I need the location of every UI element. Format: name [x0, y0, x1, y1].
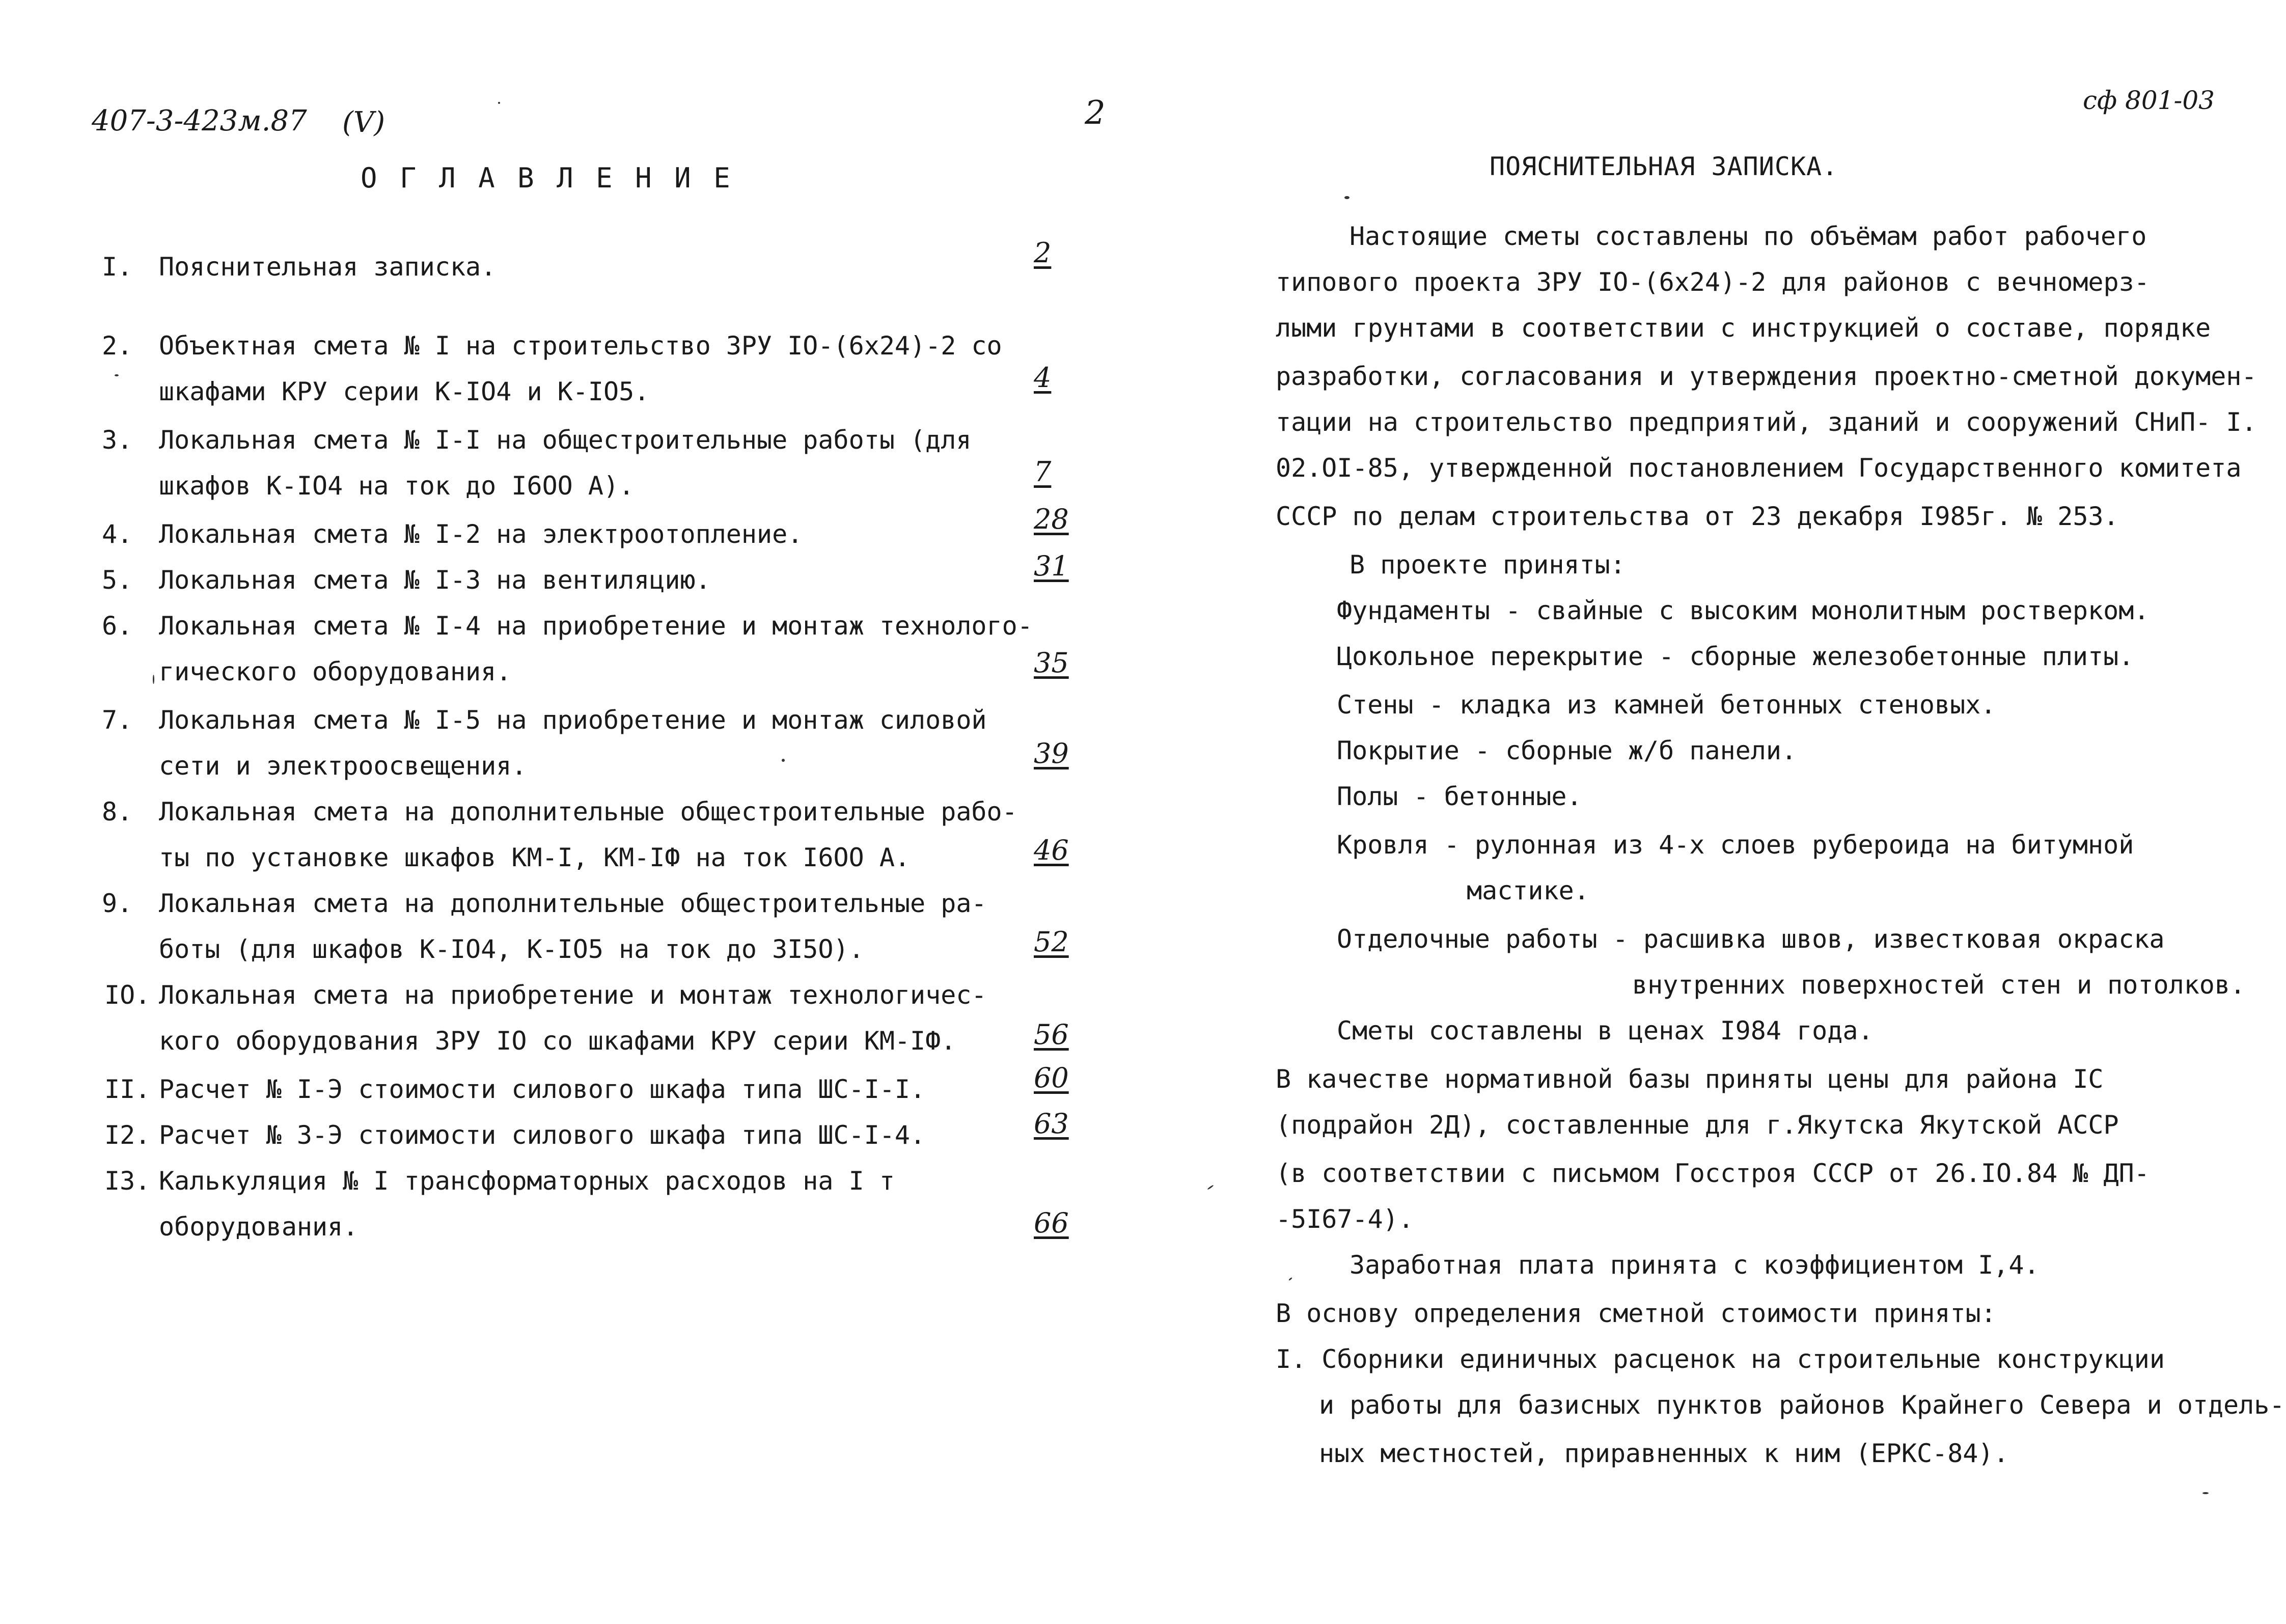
toc-entry-page: 46	[1034, 834, 1069, 866]
doc-code: 407-3-423м.87	[92, 104, 307, 137]
note-line: мастике.	[1467, 876, 1589, 905]
note-line: и работы для базисных пунктов районов Крайнего Севера и отдель-	[1319, 1390, 2285, 1420]
doc-mark: (V)	[342, 106, 385, 139]
toc-entry-title-line: оборудования.	[159, 1212, 359, 1242]
toc-entry-title-line: гического оборудования.	[159, 657, 512, 686]
toc-entry-title-line: Локальная смета на дополнительные общестроительные рабо-	[159, 797, 1017, 827]
note-line: В качестве нормативной базы приняты цены для района IС	[1276, 1064, 2104, 1094]
scan-speck	[115, 374, 119, 376]
note-line: (в соответствии с письмом Госстроя СССР от 26.IO.84 № ДП-	[1276, 1159, 2150, 1188]
note-line: Отделочные работы - расшивка швов, известковая окраска	[1337, 924, 2165, 954]
note-line: Полы - бетонные.	[1337, 782, 1582, 811]
toc-entry-title-line: Локальная смета № I-2 на электроотопление.	[159, 519, 803, 549]
toc-entry-title-line: Локальная смета № I-3 на вентиляцию.	[159, 565, 711, 595]
toc-entry-page: 31	[1034, 550, 1069, 582]
toc-entry-number: 5.	[102, 565, 133, 595]
toc-entry-number: 9.	[102, 889, 133, 918]
toc-entry-title-line: кого оборудования ЗРУ IO со шкафами КРУ серии КМ-IФ.	[159, 1026, 956, 1056]
note-line: -5I67-4).	[1276, 1204, 1414, 1234]
toc-entry-title-line: боты (для шкафов К-IO4, К-IO5 на ток до 3I5O).	[159, 934, 864, 964]
toc-entry-title-line: Расчет № 3-Э стоимости силового шкафа типа ШС-I-4.	[159, 1120, 926, 1150]
toc-entry-number: I3.	[104, 1166, 151, 1196]
scan-speck	[1207, 1185, 1214, 1190]
toc-entry-page: 60	[1034, 1062, 1069, 1094]
toc-entry-number: I2.	[104, 1120, 151, 1150]
scan-speck	[498, 102, 500, 104]
toc-entry-title-line: Объектная смета № I на строительство ЗРУ IO-(6х24)-2 со	[159, 331, 1002, 361]
note-line: Заработная плата принята с коэффициентом I,4.	[1349, 1250, 2040, 1280]
scan-speck	[1344, 196, 1349, 199]
toc-entry-title-line: шкафами КРУ серии К-IO4 и К-IO5.	[159, 377, 650, 406]
note-line: типового проекта ЗРУ IO-(6х24)-2 для районов с вечномерз-	[1276, 267, 2150, 297]
note-line: разработки, согласования и утверждения проектно-сметной докумен-	[1276, 362, 2257, 391]
toc-entry-page: 56	[1034, 1019, 1069, 1051]
toc-entry-page: 2	[1034, 237, 1052, 269]
toc-entry-page: 52	[1034, 926, 1069, 958]
toc-entry-page: 28	[1034, 503, 1069, 535]
toc-entry-title-line: Локальная смета на приобретение и монтаж технологичес-	[159, 980, 987, 1010]
toc-entry-number: 6.	[102, 611, 133, 641]
toc-entry-page: 7	[1034, 456, 1052, 488]
note-line: Сметы составлены в ценах I984 года.	[1337, 1016, 1874, 1045]
note-line: I. Сборники единичных расценок на строительные конструкции	[1276, 1344, 2165, 1374]
toc-entry-number: 4.	[102, 519, 133, 549]
scan-speck	[782, 759, 785, 762]
toc-entry-number: 7.	[102, 705, 133, 735]
toc-entry-number: IO.	[104, 980, 151, 1010]
note-line: 02.OI-85, утвержденной постановлением Государственного комитета	[1276, 453, 2242, 483]
scan-speck	[1288, 1277, 1292, 1281]
toc-entry-title-line: Локальная смета № I-4 на приобретение и монтаж технолого-	[159, 611, 1033, 641]
scan-speck	[2202, 1492, 2209, 1494]
toc-entry-page: 66	[1034, 1207, 1069, 1239]
toc-title: О Г Л А В Л Е Н И Е	[361, 162, 733, 194]
right-code: сф 801-03	[2083, 86, 2215, 115]
note-line: Покрытие - сборные ж/б панели.	[1337, 736, 1797, 765]
toc-entry-title-line: сети и электроосвещения.	[159, 751, 527, 781]
note-line: СССР по делам строительства от 23 декабря I985г. № 253.	[1276, 502, 2119, 531]
toc-entry-page: 4	[1034, 362, 1052, 394]
toc-entry-title-line: шкафов К-IO4 на ток до I6OO А).	[159, 471, 635, 501]
toc-entry-title-line: Расчет № I-Э стоимости силового шкафа типа ШС-I-I.	[159, 1075, 926, 1104]
note-line: Цокольное перекрытие - сборные железобетонные плиты.	[1337, 642, 2134, 671]
note-line: тации на строительство предприятий, зданий и сооружений СНиП- I.	[1276, 407, 2257, 437]
note-line: Стены - кладка из камней бетонных стеновых.	[1337, 690, 1996, 720]
toc-entry-number: 2.	[102, 331, 133, 361]
toc-entry-page: 39	[1034, 737, 1069, 769]
toc-entry-number: I.	[102, 252, 133, 282]
note-line: Настоящие сметы составлены по объёмам работ рабочего	[1349, 222, 2147, 251]
note-line: Кровля - рулонная из 4-х слоев рубероида на битумной	[1337, 830, 2134, 860]
toc-entry-title-line: ты по установке шкафов КМ-I, КМ-IФ на ток I6OO А.	[159, 843, 911, 872]
toc-entry-title-line: Локальная смета № I-I на общестроительные работы (для	[159, 425, 972, 455]
note-line: внутренних поверхностей стен и потолков.	[1632, 970, 2246, 1000]
note-title: ПОЯСНИТЕЛЬНАЯ ЗАПИСКА.	[1490, 152, 1838, 181]
toc-entry-title-line: Локальная смета на дополнительные общестроительные ра-	[159, 889, 987, 918]
toc-entry-title-line: Пояснительная записка.	[159, 252, 497, 282]
note-line: Фундаменты - свайные с высоким монолитным ростверком.	[1337, 596, 2150, 625]
scan-speck	[153, 675, 154, 684]
page-number: 2	[1085, 94, 1106, 132]
toc-entry-number: 3.	[102, 425, 133, 455]
toc-entry-page: 63	[1034, 1108, 1069, 1140]
toc-entry-number: 8.	[102, 797, 133, 827]
note-line: лыми грунтами в соответствии с инструкцией о составе, порядке	[1276, 313, 2211, 343]
note-line: ных местностей, приравненных к ним (ЕРКС-84).	[1319, 1439, 2009, 1468]
toc-entry-title-line: Калькуляция № I трансформаторных расходов на I т	[159, 1166, 895, 1196]
toc-entry-number: II.	[104, 1075, 151, 1104]
note-line: (подрайон 2Д), составленные для г.Якутска Якутской АССР	[1276, 1110, 2119, 1140]
note-line: В проекте приняты:	[1349, 550, 1626, 580]
note-line: В основу определения сметной стоимости приняты:	[1276, 1299, 1996, 1328]
toc-entry-title-line: Локальная смета № I-5 на приобретение и монтаж силовой	[159, 705, 987, 735]
toc-entry-page: 35	[1034, 647, 1069, 679]
